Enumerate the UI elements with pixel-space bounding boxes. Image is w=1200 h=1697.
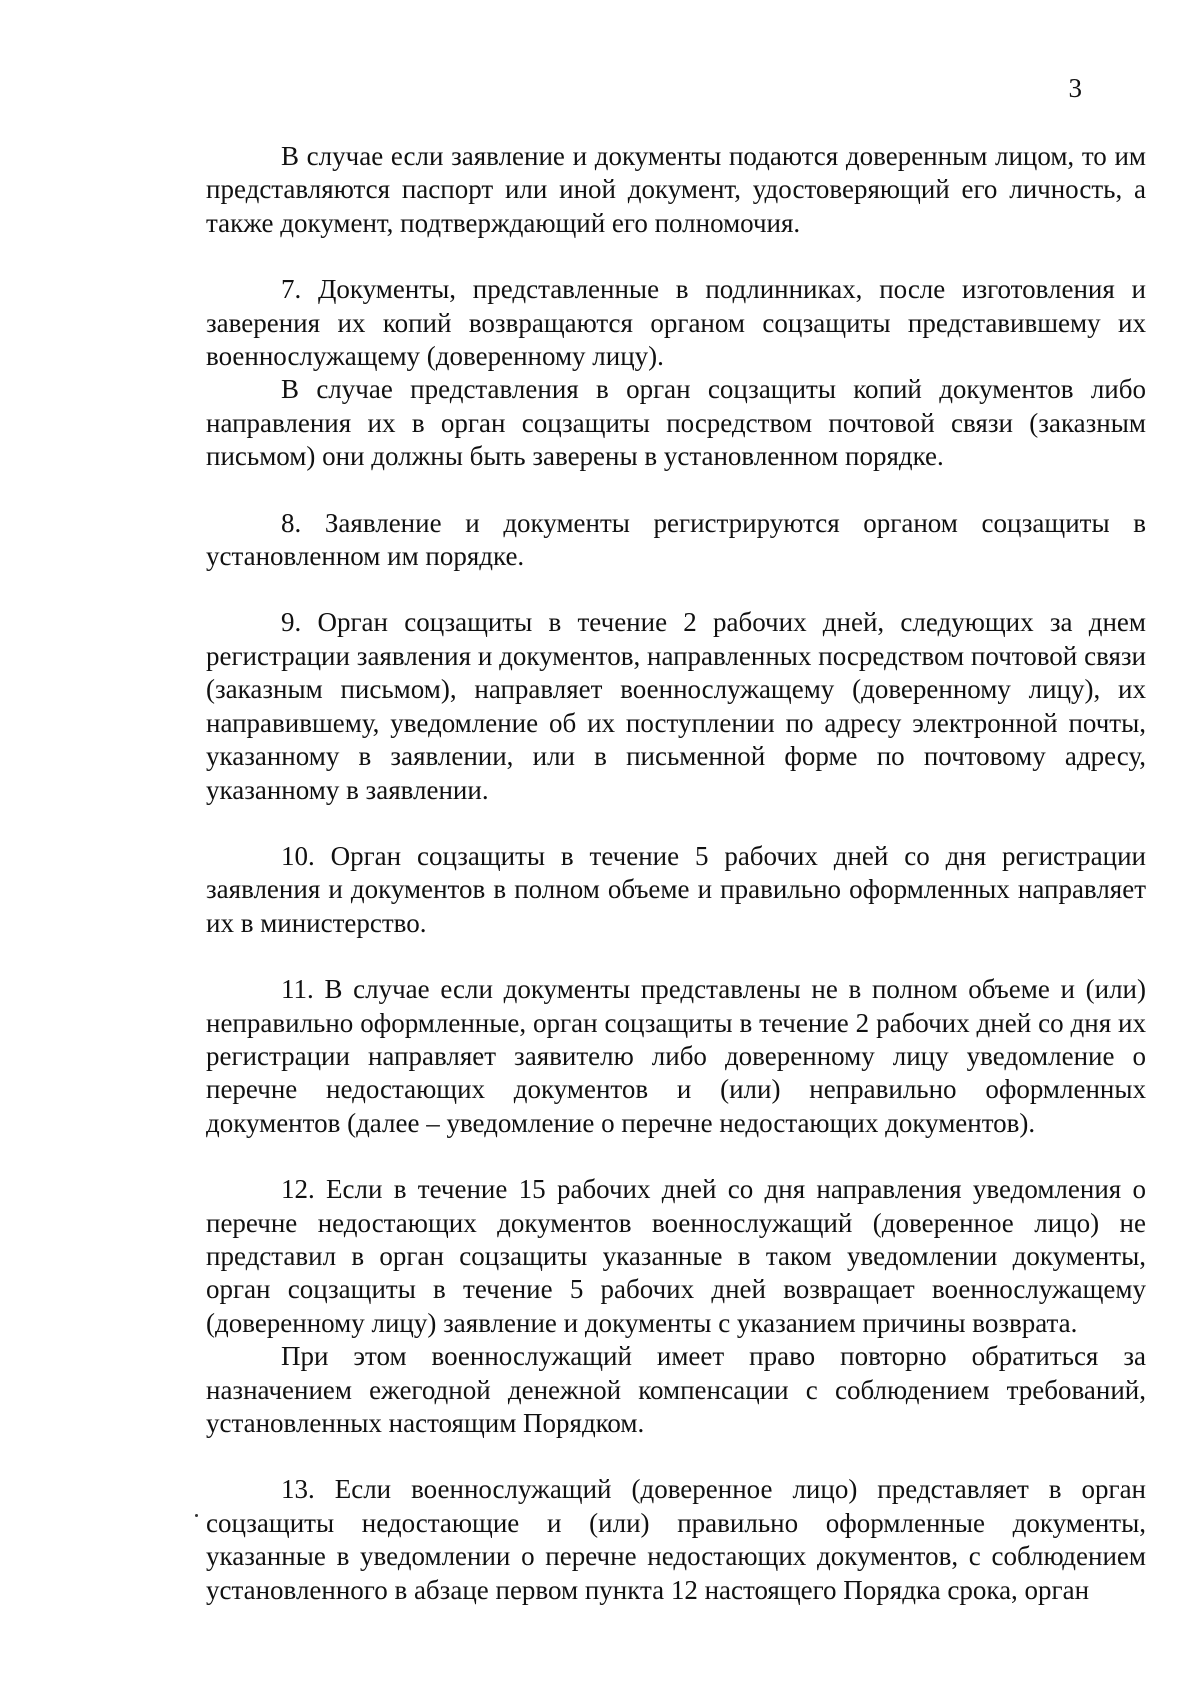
scan-dot-mark (195, 1514, 198, 1517)
document-body (206, 140, 1146, 1607)
paragraph-item-12-right: При этом военнослужащий имеет право повторно обратиться за назначением ежегодной денежной компенсации с соблюдением требований, установленных настоящим Порядком. (206, 1341, 1146, 1438)
paragraph-item-13: 13. Если военнослужащий (доверенное лицо) представляет в орган соцзащиты недостающие и (или) правильно оформленные документы, указанные в уведомлении о перечне недостающих документов, с соблюдением установленного в абзаце первом пункта 12 настоящего Порядка срока, орган (206, 1474, 1146, 1605)
paragraph-item-7: 7. Документы, представленные в подлинниках, после изготовления и заверения их копий возвращаются органом соцзащиты представившему их военнослужащему (доверенному лицу). (206, 274, 1146, 372)
page-number: 3 (1068, 73, 1082, 103)
paragraph-trusted-person: В случае если заявление и документы подаются доверенным лицом, то им представляются паспорт или иной документ, удостоверяющий его личность, а также документ, подтверждающий его полномочия. (206, 141, 1146, 238)
paragraph-item-11: 11. В случае если документы представлены не в полном объеме и (или) неправильно оформленные, орган соцзащиты в течение 2 рабочих дней со дня их регистрации направляет заявителю либо доверенному лицу уведомление о перечне недостающих документов и (или) неправильно оформленных документов (далее – уведомление о перечне недостающих документов). (206, 974, 1146, 1138)
paragraph-item-10: 10. Орган соцзащиты в течение 5 рабочих дней со дня регистрации заявления и документов в полном объеме и правильно оформленных направляет их в министерство. (206, 840, 1146, 938)
paragraph-item-9: 9. Орган соцзащиты в течение 2 рабочих дней, следующих за днем регистрации заявления и документов, направленных посредством почтовой связи (заказным письмом), направляет военнослужащему (доверенному лицу), их направившему, уведомление об их поступлении по адресу электронной почты, указанному в заявлении, или в письменной форме по почтовому адресу, указанному в заявлении. (206, 607, 1146, 805)
paragraph-item-8: 8. Заявление и документы регистрируются органом соцзащиты в установленном им порядке. (206, 507, 1146, 572)
paragraph-item-7-copies: В случае представления в орган соцзащиты копий документов либо направления их в орган соцзащиты посредством почтовой связи (заказным письмом) они должны быть заверены в установленном порядке. (206, 374, 1146, 472)
paragraph-item-12: 12. Если в течение 15 рабочих дней со дня направления уведомления о перечне недостающих документов военнослужащий (доверенное лицо) не представил в орган соцзащиты указанные в таком уведомлении документы, орган соцзащиты в течение 5 рабочих дней возвращает военнослужащему (доверенному лицу) заявление и документы с указанием причины возврата. (206, 1174, 1146, 1338)
